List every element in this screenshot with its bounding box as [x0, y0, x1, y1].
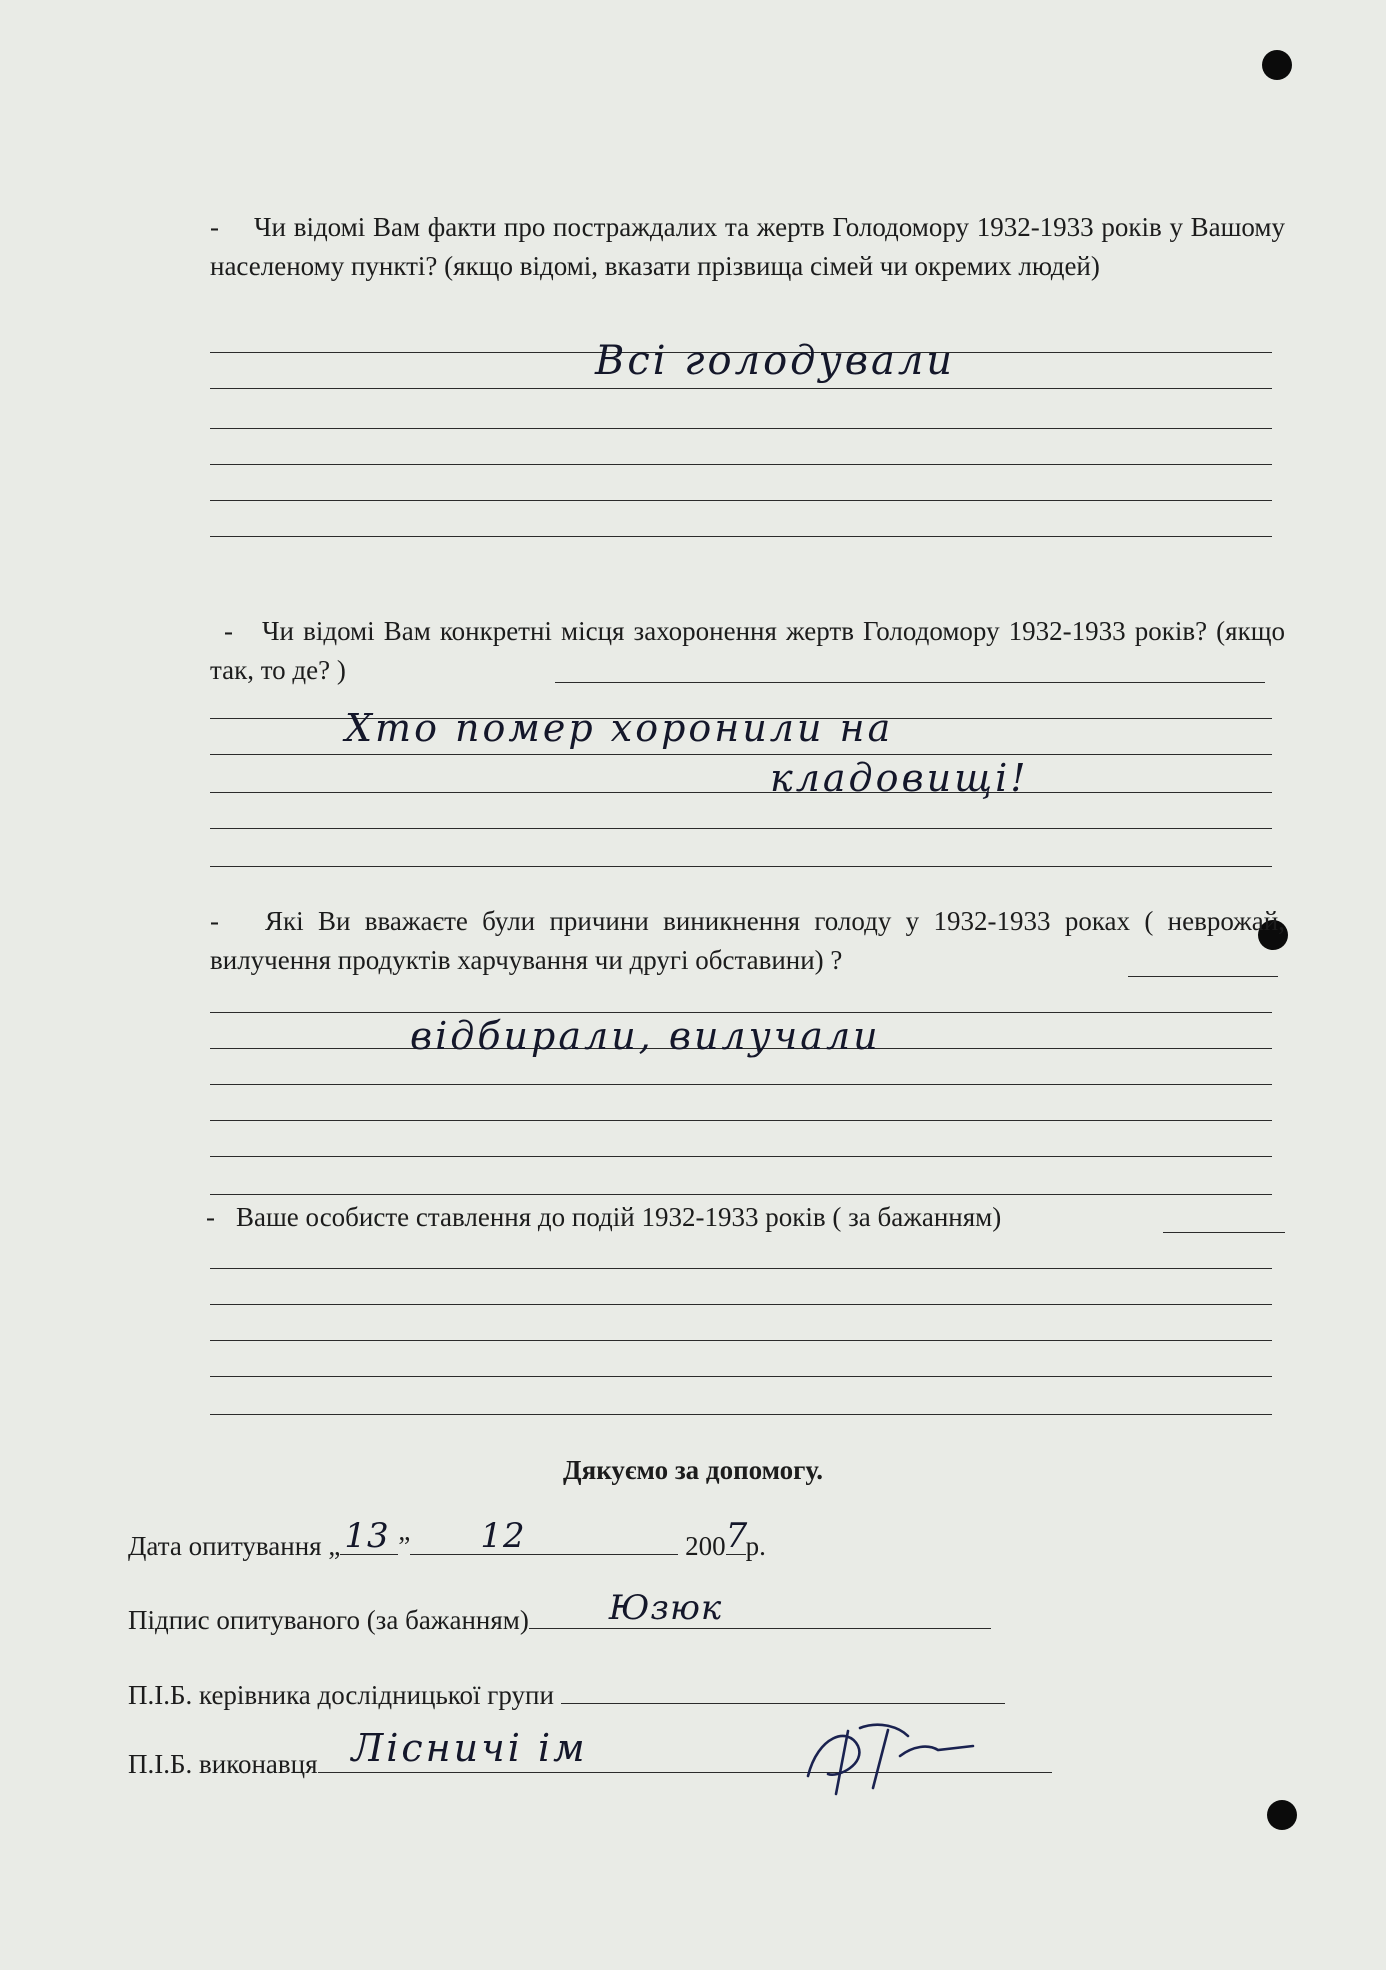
handwritten-answer-2-line-2: кладовищі!: [770, 756, 1029, 800]
answer-line: [210, 828, 1272, 829]
answer-line: [210, 1084, 1272, 1085]
answer-line: [210, 1340, 1272, 1341]
answer-line: [210, 1376, 1272, 1377]
answer-line: [210, 754, 1272, 755]
question-1: [210, 208, 1285, 286]
answer-line: [1128, 976, 1278, 977]
answer-line: [210, 536, 1272, 537]
date-open-quote: „: [328, 1531, 341, 1561]
punch-hole-top: [1262, 50, 1292, 80]
answer-line: [210, 1304, 1272, 1305]
date-year-digit: 7: [725, 1516, 751, 1556]
handwritten-answer-3: відбирали, вилучали: [410, 1014, 881, 1058]
date-day-line: [340, 1516, 398, 1556]
answer-line: [210, 1194, 1272, 1195]
answer-line: [210, 792, 1272, 793]
leader-field: [128, 1677, 1005, 1713]
question-1-text: Чи відомі Вам факти про постраждалих та жертв Голодомору 1932-1933 років у Вашому населеному пункті? (якщо відомі, вказати прізвища сімей чи окремих людей): [210, 212, 1285, 281]
question-4: [206, 1198, 1281, 1237]
question-dash: -: [206, 1202, 215, 1232]
executor-field: [128, 1726, 1052, 1782]
question-2-text: Чи відомі Вам конкретні місця захоронення жертв Голодомору 1932-1933 років? (якщо так, то де? ): [210, 616, 1285, 685]
answer-line: [210, 1156, 1272, 1157]
answer-line: [555, 682, 1265, 683]
answer-line: [210, 1268, 1272, 1269]
leader-line: [561, 1699, 1005, 1704]
answer-line: [1163, 1232, 1285, 1233]
question-2: [210, 612, 1285, 690]
date-year-prefix: 200: [685, 1531, 726, 1561]
date-suffix: р.: [745, 1531, 766, 1561]
answer-line: [210, 388, 1272, 389]
date-month-line: [410, 1516, 678, 1556]
punch-hole-bottom: [1267, 1800, 1297, 1830]
executor-signature-scribble: [788, 1716, 978, 1796]
date-close-quote: ”: [398, 1531, 411, 1561]
signature-line: [529, 1588, 991, 1629]
answer-line: [210, 1414, 1272, 1415]
question-dash: -: [210, 212, 219, 242]
signature-field: [128, 1588, 991, 1638]
date-day: 13: [344, 1516, 390, 1556]
question-3-text: Які Ви вважаєте були причини виникнення голоду у 1932-1933 роках ( неврожай, вилучення продуктів харчування чи другі обставини) ?: [210, 906, 1285, 975]
answer-line: [210, 866, 1272, 867]
signature-handwritten: Юзюк: [608, 1588, 723, 1628]
date-field: [128, 1516, 766, 1564]
thanks-heading: Дякуємо за допомогу.: [563, 1455, 823, 1485]
executor-handwritten-name: Лісничі ім: [351, 1726, 588, 1770]
question-dash: -: [210, 906, 219, 936]
handwritten-answer-1: Всі голодували: [595, 338, 956, 384]
answer-line: [210, 500, 1272, 501]
date-month: 12: [480, 1516, 526, 1556]
handwritten-answer-2-line-1: Хто помер хоронили на: [345, 706, 894, 750]
question-3: [210, 902, 1285, 980]
date-year-line: [725, 1516, 751, 1556]
executor-line: [318, 1726, 1052, 1773]
question-dash: -: [224, 616, 233, 646]
question-4-text: Ваше особисте ставлення до подій 1932-1933 років ( за бажанням): [236, 1202, 1002, 1232]
leader-label: П.І.Б. керівника дослідницької групи: [128, 1680, 554, 1710]
answer-line: [210, 428, 1272, 429]
answer-line: [210, 1120, 1272, 1121]
date-label: Дата опитування: [128, 1531, 322, 1561]
executor-label: П.І.Б. виконавця: [128, 1749, 318, 1779]
signature-label: Підпис опитуваного (за бажанням): [128, 1605, 529, 1635]
answer-line: [210, 464, 1272, 465]
answer-line: [210, 1012, 1272, 1013]
